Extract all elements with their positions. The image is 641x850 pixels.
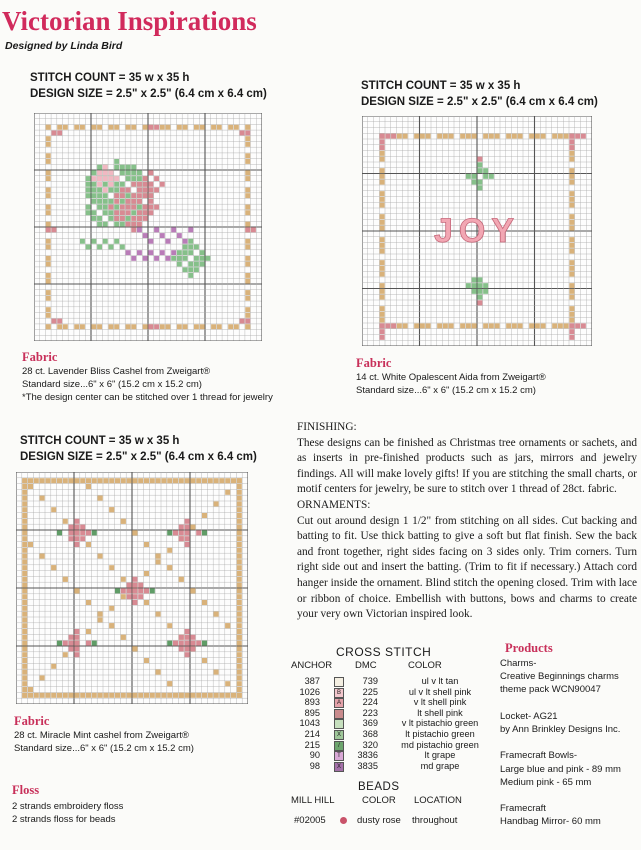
fabric-heading: Fabric (14, 714, 50, 728)
product-line: Framecraft Bowls- (500, 750, 578, 762)
bead-color: dusty rose (357, 815, 401, 826)
floss-line: 2 strands floss for beads (12, 814, 116, 825)
cross-stitch-row (290, 740, 500, 751)
finishing-text: These designs can be finished as Christmas tree ornaments or sachets, and as inserts in pre-finished products such as jars, mirrors and jewelry findings. All will make lovely gifts! If you are stitching the small charts, or motif centers for jewelry, be sure to stitch over 1 thread of 28ct. fabric. (297, 436, 637, 496)
col-bead-color: COLOR (362, 795, 396, 806)
col-color: COLOR (408, 660, 442, 671)
fabric-line: *The design center can be stitched over 1 thread for jewelry (22, 392, 273, 403)
product-line: Creative Beginnings charms (500, 671, 619, 683)
anchor-number: 1026 (299, 686, 320, 697)
color-name: v lt pistachio green (401, 718, 479, 729)
fabric-line: Standard size...6" x 6" (15.2 cm x 15.2 cm) (14, 743, 194, 754)
product-line: by Ann Brinkley Designs Inc. (500, 724, 621, 736)
design2-header (361, 78, 598, 110)
cross-stitch-row (290, 697, 500, 708)
symbol-swatch-icon (334, 677, 344, 687)
bead-number: #02005 (294, 815, 326, 826)
fabric-line: 14 ct. White Opalescent Aida from Zweigart® (356, 372, 546, 383)
cross-stitch-title: CROSS STITCH (336, 645, 432, 659)
color-name: lt grape (424, 750, 456, 761)
design1-header (30, 70, 267, 102)
anchor-number: 98 (309, 760, 320, 771)
chart-lattice (16, 472, 248, 704)
col-location: LOCATION (414, 795, 462, 806)
col-mill-hill: MILL HILL (291, 795, 335, 806)
bead-location: throughout (412, 815, 458, 826)
color-name: lt shell pink (417, 707, 463, 718)
color-name: md grape (420, 760, 460, 771)
anchor-number: 1043 (299, 718, 320, 729)
dmc-number: 224 (362, 697, 378, 708)
cross-stitch-row (290, 708, 500, 719)
dmc-number: 3835 (357, 760, 378, 771)
symbol-swatch-icon (334, 709, 344, 719)
fabric-line: Standard size...6" x 6" (15.2 cm x 15.2 cm) (22, 379, 202, 390)
fabric-heading: Fabric (356, 356, 392, 370)
design2-fabric (356, 356, 546, 397)
product-line: Framecraft (500, 803, 546, 815)
dmc-number: 3836 (357, 750, 378, 761)
designer-credit: Designed by Linda Bird (5, 40, 123, 52)
color-name: ul v lt tan (421, 676, 459, 686)
design1-fabric (22, 350, 273, 404)
fabric-line: 28 ct. Miracle Mint cashel from Zweigart® (14, 730, 189, 741)
fabric-line: 28 ct. Lavender Bliss Cashel from Zweigart® (22, 366, 211, 377)
dmc-number: 369 (362, 718, 378, 729)
dmc-number: 320 (362, 739, 378, 750)
design3-header (20, 433, 257, 465)
cross-stitch-row (290, 718, 500, 729)
floss-heading: Floss (12, 783, 40, 797)
symbol-swatch-icon: A (334, 698, 344, 708)
anchor-number: 895 (304, 707, 320, 718)
design1-design-size: DESIGN SIZE = 2.5" x 2.5" (6.4 cm x 6.4 cm) (30, 88, 267, 100)
dmc-number: 225 (362, 686, 378, 697)
floss-line: 2 strands embroidery floss (12, 801, 124, 812)
product-line (500, 789, 621, 802)
color-name: ul v lt shell pink (408, 686, 472, 697)
design2-stitch-count: STITCH COUNT = 35 w x 35 h (361, 80, 521, 92)
finishing-heading: FINISHING: (297, 421, 357, 433)
product-line: theme pack WCN90047 (500, 684, 601, 696)
design3-stitch-count: STITCH COUNT = 35 w x 35 h (20, 435, 180, 447)
product-line: Locket- AG21 (500, 710, 558, 722)
anchor-number: 214 (304, 729, 320, 739)
cross-stitch-row (290, 761, 500, 772)
page-title: Victorian Inspirations (2, 6, 257, 36)
fabric-heading: Fabric (22, 350, 58, 364)
product-line (500, 736, 621, 749)
cross-stitch-row (290, 687, 500, 698)
col-dmc: DMC (355, 660, 377, 671)
color-name: v lt shell pink (413, 697, 467, 708)
design3-fabric (14, 714, 194, 755)
beads-title: BEADS (358, 781, 400, 793)
design2-design-size: DESIGN SIZE = 2.5" x 2.5" (6.4 cm x 6.4 cm) (361, 96, 598, 108)
bead-symbol-icon (340, 817, 347, 824)
fabric-line: Standard size...6" x 6" (15.2 cm x 15.2 cm) (356, 385, 536, 396)
product-line: Handbag Mirror- 60 mm (500, 816, 601, 828)
product-line: Medium pink - 65 mm (500, 776, 592, 788)
cross-stitch-row (290, 729, 500, 740)
joy-text: JOY (433, 212, 521, 250)
design1-stitch-count: STITCH COUNT = 35 w x 35 h (30, 72, 190, 84)
product-line: Charms- (500, 658, 537, 669)
dmc-number: 739 (362, 676, 378, 686)
ornaments-text: Cut out around design 1 1/2" from stitching on all sides. Cut backing and batting to fit. Use thick batting to give a soft but flat finish. Sew the back and front together, right sides facing on 3 sides only. Trim corners. Turn right side out and insert the batting. (Trim to fit if necessary.) Attach cord hanger inside the ornament. Blind stitch the opening closed. Trim with lace or ribbon of choice. Embellish with buttons, bows and charms to create your very own Victorian inspired look. (297, 514, 637, 621)
anchor-number: 387 (304, 676, 320, 686)
anchor-number: 90 (309, 750, 320, 761)
cross-stitch-row (290, 750, 500, 761)
products-heading: Products (505, 641, 553, 655)
ornaments-heading: ORNAMENTS: (297, 498, 371, 511)
symbol-swatch-icon: T (334, 751, 344, 761)
chart-joy (362, 116, 592, 346)
product-line: Large blue and pink - 89 mm (500, 763, 621, 775)
symbol-swatch-icon: B (334, 688, 344, 698)
symbol-swatch-icon (334, 719, 344, 729)
products-list (500, 657, 621, 829)
col-anchor: ANCHOR (291, 660, 333, 671)
anchor-number: 893 (304, 697, 320, 708)
symbol-swatch-icon: X (334, 762, 344, 772)
symbol-swatch-icon: / (334, 741, 344, 751)
finishing-instructions (297, 420, 637, 623)
design3-design-size: DESIGN SIZE = 2.5" x 2.5" (6.4 cm x 6.4 cm) (20, 451, 257, 463)
product-line (500, 697, 621, 710)
chart-rose (34, 113, 262, 341)
dmc-number: 368 (362, 729, 378, 739)
cross-stitch-row (290, 676, 500, 687)
anchor-number: 215 (304, 739, 320, 750)
dmc-number: 223 (362, 707, 378, 718)
color-name: md pistachio green (401, 739, 479, 750)
color-name: lt pistachio green (405, 729, 475, 739)
symbol-swatch-icon: X (334, 730, 344, 740)
